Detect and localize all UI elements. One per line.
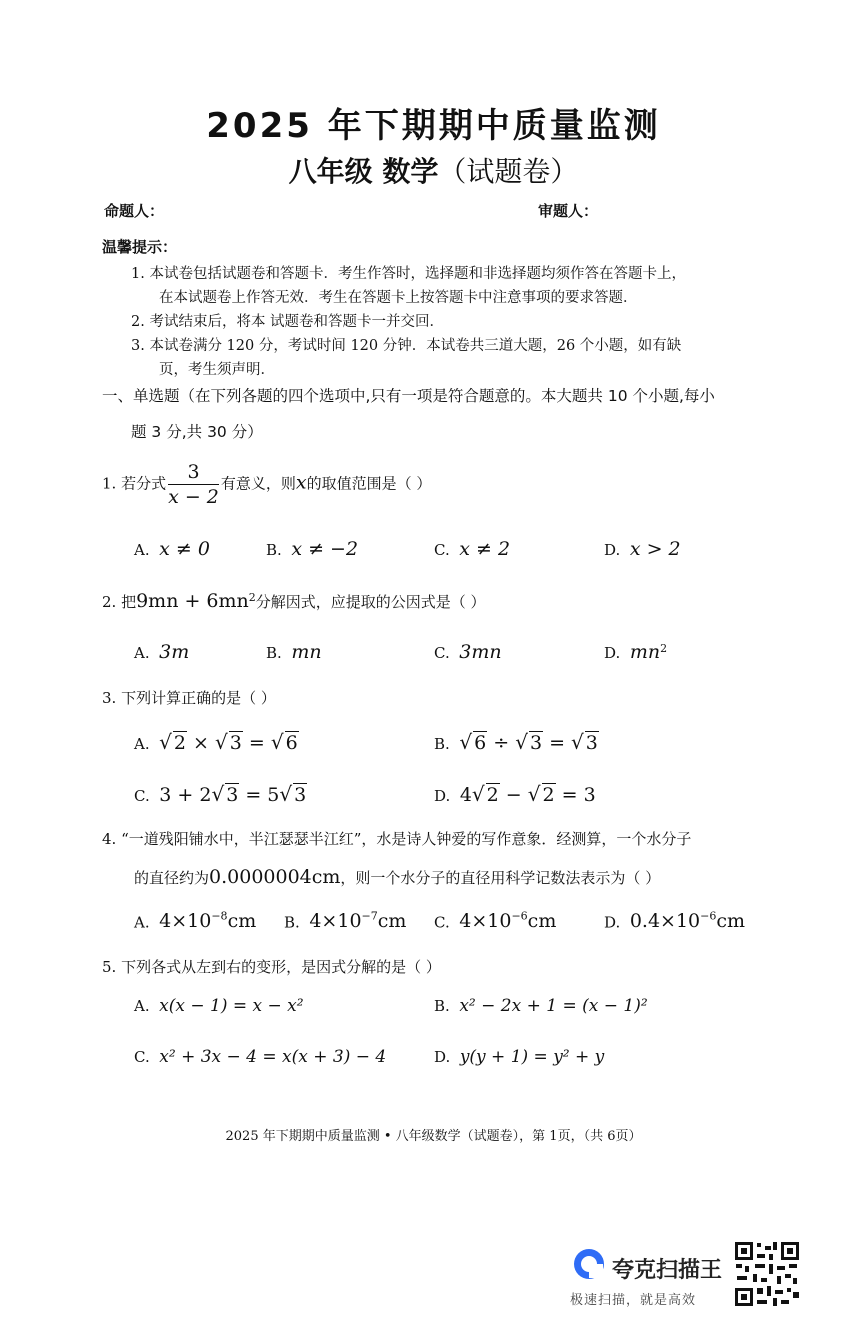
reviewer-label: 审题人： <box>538 202 599 220</box>
subtitle-paren: （试题卷） <box>438 155 579 188</box>
q1-option-b: B. x ≠ −2 <box>266 538 359 560</box>
section-heading-line2: 题 3 分,共 30 分） <box>131 423 263 441</box>
q1-prefix: 1. 若分式 <box>102 474 167 493</box>
note-line-1: 1. 本试卷包括试题卷和答题卡．考生作答时，选择题和非选择题均须作答在答题卡上， <box>131 266 686 282</box>
q4-option-c: C. $4\times 10^{-6}cm$ <box>434 910 557 933</box>
q1-denominator: x − 2 <box>168 486 219 508</box>
q2-option-c: C. 3mn <box>434 641 502 663</box>
note-line-5: 页，考生须声明． <box>159 362 275 378</box>
q4-option-a: A. $4\times 10^{-8}cm$ <box>134 910 257 933</box>
q3-option-c: C. 3 + 2√ 3 = 5√ 3 <box>134 782 307 806</box>
q5-option-d: D. y(y + 1) = y² + y <box>434 1047 605 1067</box>
q3-option-d: D. 4√ 2 − √ 2 = 3 <box>434 782 596 806</box>
q1-var: x <box>295 471 307 494</box>
q1-numerator: 3 <box>168 461 219 485</box>
q2-expression: 9mn + 6mn <box>136 590 249 612</box>
q1-suffix-b: 的取值范围是（ ） <box>306 474 432 493</box>
q2-option-a: A. 3m <box>134 641 190 663</box>
qr-code-icon <box>733 1240 801 1308</box>
note-line-2: 在本试题卷上作答无效．考生在答题卡上按答题卡中注意事项的要求答题． <box>159 290 638 306</box>
note-line-3: 2. 考试结束后，将本 试题卷和答题卡一并交回． <box>131 314 445 330</box>
q4-option-d: D. $0.4\times 10^{-6}cm$ <box>604 910 746 933</box>
q3-option-b: B. √ 6 ÷ √ 3 = √ 3 <box>434 730 598 754</box>
setter-label: 命题人： <box>104 202 165 220</box>
q4-option-b: B. $4\times 10^{-7}cm$ <box>284 910 407 933</box>
section-heading-line1: 一、单选题（在下列各题的四个选项中,只有一项是符合题意的。本大题共 10 个小题,每小 <box>102 387 715 405</box>
q1-option-d: D. x > 2 <box>604 538 681 560</box>
scanner-brand: 夸克扫描王 <box>612 1258 723 1283</box>
page-footer: 2025 年下期期中质量监测 • 八年级数学（试题卷），第 1页，（共 6页） <box>225 1129 642 1144</box>
q1-option-a: A. x ≠ 0 <box>134 538 210 560</box>
q2-option-b: B. mn <box>266 641 322 663</box>
q1-fraction <box>168 461 219 508</box>
scanner-tagline: 极速扫描，就是高效 <box>570 1293 697 1308</box>
subtitle-main: 八年级 数学 <box>288 155 439 188</box>
question-5: 5. 下列各式从左到右的变形，是因式分解的是（ ） <box>102 958 441 976</box>
question-4-line2: 的直径约为0.0000004cm，则一个水分子的直径用科学记数法表示为（ ） <box>134 866 661 888</box>
question-2: 2. 把$9mn + 6mn^2$分解因式，应提取的公因式是（ ） <box>102 590 486 612</box>
q5-option-c: C. x² + 3x − 4 = x(x + 3) − 4 <box>134 1047 387 1067</box>
exam-title: 2025 年下期期中质量监测 <box>206 106 661 146</box>
q5-option-b: B. x² − 2x + 1 = (x − 1)² <box>434 996 648 1016</box>
question-4-line1: 4. “一道残阳铺水中，半江瑟瑟半江红”，水是诗人钟爱的写作意象．经测算，一个水分子 <box>102 830 692 848</box>
q2-option-d: D. $mn^2$ <box>604 641 668 663</box>
notes-heading: 温馨提示： <box>102 238 178 256</box>
q1-option-c: C. x ≠ 2 <box>434 538 511 560</box>
note-line-4: 3. 本试卷满分 120 分，考试时间 120 分钟．本试卷共三道大题，26 个小题，如有缺 <box>131 338 682 354</box>
question-3: 3. 下列计算正确的是（ ） <box>102 689 276 707</box>
q5-option-a: A. x(x − 1) = x − x² <box>134 996 304 1016</box>
q1-suffix-a: 有意义，则 <box>220 474 296 493</box>
question-1 <box>102 461 431 508</box>
exam-subtitle <box>0 150 867 190</box>
q3-option-a: A. √ 2 × √ 3 = √ 6 <box>134 730 298 754</box>
scanner-logo-icon <box>572 1247 606 1281</box>
